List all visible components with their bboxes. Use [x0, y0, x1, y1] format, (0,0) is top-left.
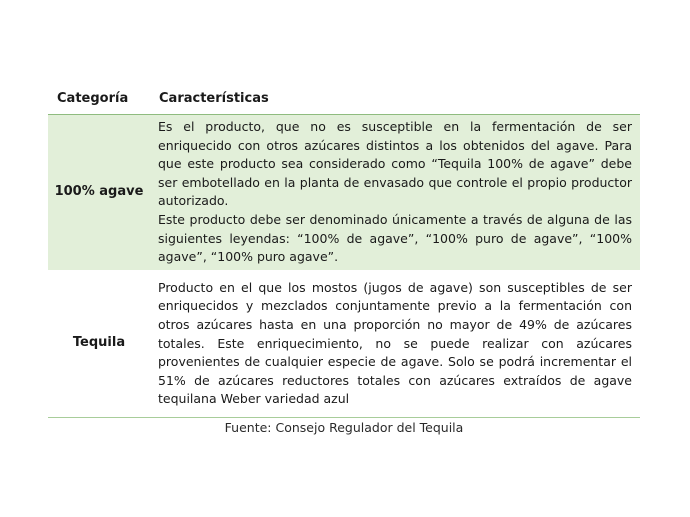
description-cell [150, 115, 640, 270]
table-row [48, 115, 640, 270]
description-cell [150, 270, 640, 418]
header-row [48, 82, 640, 115]
description-paragraph: Este producto debe ser denominado únicamente a través de alguna de las siguientes leyendas: “100% de agave”, “100% puro de agave”, “100% agave”, “100% puro agave”. [158, 211, 632, 265]
classification-table [48, 82, 640, 418]
header-category: Categoría [48, 82, 150, 115]
header-characteristics: Características [150, 82, 640, 115]
category-cell: 100% agave [48, 115, 150, 270]
description-paragraph: Es el producto, que no es susceptible en la fermentación de ser enriquecido con otros azúcares distintos a los obtenidos del agave. Para que este producto sea considerado como “Tequila 100% de agave” debe ser embotellado en la planta de envasado que controle el propio productor autorizado. [158, 119, 632, 209]
category-cell: Tequila [48, 270, 150, 418]
tequila-categories-table [48, 82, 640, 418]
description-paragraph: Producto en el que los mostos (jugos de agave) son susceptibles de ser enriquecidos y mezclados conjuntamente previo a la fermentación con otros azúcares hasta en una proporción no mayor de 49% de azúcares totales. Este enriquecimiento, no se puede realizar con azúcares provenientes de cualquier especie de agave. Solo se podrá incrementar el 51% de azúcares reductores totales con azúcares extraídos de agave tequilana Weber variedad azul [158, 279, 632, 407]
source-caption: Fuente: Consejo Regulador del Tequila [224, 420, 464, 435]
table-row [48, 270, 640, 418]
